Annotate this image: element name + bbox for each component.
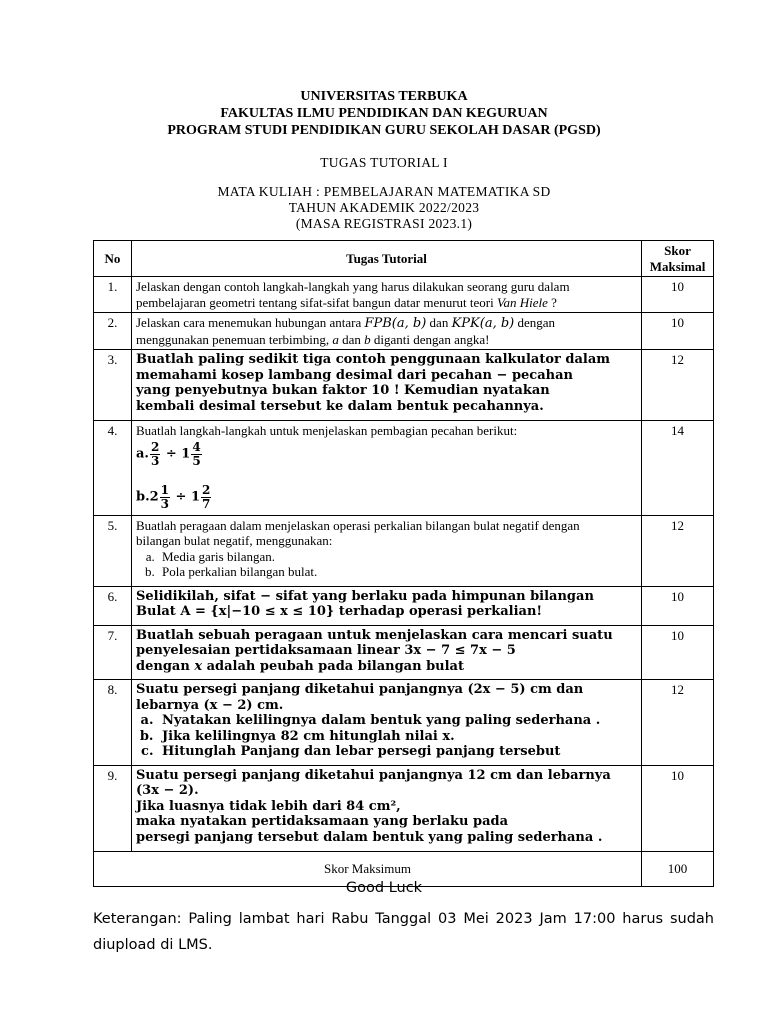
assignment-title: TUGAS TUTORIAL I: [320, 155, 448, 170]
division-operator: ÷: [171, 488, 191, 504]
row-number: 5.: [94, 515, 132, 586]
program-name: PROGRAM STUDI PENDIDIKAN GURU SEKOLAH DASAR (PGSD): [167, 123, 601, 138]
task-text: [132, 313, 642, 350]
task-line: kembali desimal tersebut ke dalam bentuk pecahannya.: [136, 398, 544, 414]
row-score: 10: [642, 765, 714, 852]
task-text-span: diganti dengan angka!: [370, 331, 490, 347]
registration-period: (MASA REGISTRASI 2023.1): [295, 216, 473, 231]
sub-list: [136, 549, 637, 580]
row-score: 10: [642, 625, 714, 680]
task-text-span: dengan: [136, 658, 195, 674]
row-number: 6.: [94, 586, 132, 625]
whole-number: 1: [190, 488, 201, 504]
table-header-row: [94, 241, 714, 277]
task-text-span: dan: [338, 331, 365, 347]
row-number: 4.: [94, 421, 132, 516]
table-row: [94, 515, 714, 586]
task-text: [132, 515, 642, 586]
list-item: b. Pola perkalian bilangan bulat.: [158, 564, 637, 580]
math-expression: KPK(a, b): [451, 316, 515, 331]
task-line: [136, 768, 637, 799]
row-number: 8.: [94, 680, 132, 766]
division-operator: ÷: [161, 445, 182, 461]
table-row: [94, 765, 714, 852]
task-text-span: penyelesaian pertidaksamaan linear: [136, 643, 405, 658]
task-line: memahami kosep lambang desimal dari pecahan − pecahan: [136, 367, 573, 383]
task-line: Selidikilah, sifat − sifat yang berlaku pada himpunan bilangan: [136, 588, 594, 604]
task-text: [132, 625, 642, 680]
task-text-span: pembelajaran geometri tentang sifat-sifat bangun datar menurut teori: [136, 294, 497, 310]
task-line: [136, 698, 637, 714]
task-line: [136, 643, 637, 659]
task-line: persegi panjang tersebut dalam bentuk yang paling sederhana .: [136, 829, 603, 845]
row-score: 12: [642, 680, 714, 766]
task-text-span: .: [194, 783, 199, 798]
row-score: 12: [642, 350, 714, 421]
list-item: b. Jika kelilingnya 82 cm hitunglah nilai x.: [158, 729, 637, 745]
task-text-span: .: [278, 697, 284, 713]
task-text-span: Bulat: [136, 604, 181, 619]
tasks-table: [93, 240, 714, 887]
task-text-span: lebarnya: [136, 697, 204, 713]
faculty-name: FAKULTAS ILMU PENDIDIKAN DAN KEGURUAN: [220, 106, 548, 121]
col-header-score-line1: Skor: [664, 243, 691, 258]
total-label: Skor Maksimum: [94, 852, 642, 887]
math-expression: 12 cm: [467, 767, 512, 783]
math-expression: A = {x|−10 ≤ x ≤ 10}: [180, 604, 335, 619]
task-text: [132, 586, 642, 625]
task-text-span: dan lebarnya: [511, 767, 611, 783]
col-header-score-line2: Maksimal: [649, 258, 706, 274]
submission-note: Keterangan: Paling lambat hari Rabu Tanggal 03 Mei 2023 Jam 17:00 harus sudah diupload di LMS.: [93, 911, 714, 953]
task-text-span: dan: [426, 315, 452, 330]
row-score: 10: [642, 586, 714, 625]
university-name: UNIVERSITAS TERBUKA: [300, 89, 468, 104]
task-line: maka nyatakan pertidaksamaan yang berlaku pada: [136, 814, 509, 829]
table-row: [94, 313, 714, 350]
row-score: 14: [642, 421, 714, 516]
division-a: [136, 441, 637, 468]
academic-year: TAHUN AKADEMIK 2022/2023: [288, 200, 480, 215]
theory-name: Van Hiele: [496, 294, 548, 310]
table-row: [94, 680, 714, 766]
whole-number: 2: [149, 488, 159, 504]
task-text-span: Jika luasnya tidak lebih dari: [136, 798, 347, 814]
col-header-no: No: [94, 241, 132, 277]
math-expression: (2x − 5) cm: [467, 682, 552, 697]
task-line: [136, 315, 637, 332]
task-line: [136, 295, 637, 311]
task-text: [132, 680, 642, 766]
fraction: [201, 484, 211, 511]
task-line: [136, 604, 637, 620]
task-line: Buatlah paling sedikit tiga contoh penggunaan kalkulator dalam: [136, 352, 611, 367]
math-variable: a: [332, 331, 339, 347]
fraction: [150, 441, 160, 468]
denominator: 3: [160, 496, 170, 511]
math-expression: (3x − 2): [136, 783, 195, 798]
item-label: a.: [136, 445, 149, 461]
task-line: [136, 799, 637, 815]
task-line: bilangan bulat negatif, menggunakan:: [136, 533, 333, 548]
task-text-span: Suatu persegi panjang diketahui panjangnya: [136, 682, 468, 697]
numerator: 1: [160, 482, 170, 497]
math-expression: (x − 2) cm: [203, 697, 279, 713]
institution-header: [0, 88, 768, 139]
denominator: 5: [192, 453, 201, 468]
task-line: Jelaskan dengan contoh langkah-langkah yang harus dilakukan seorang guru dalam: [136, 279, 570, 294]
math-expression: 84 cm²: [346, 798, 397, 814]
course-info: [0, 184, 768, 232]
row-number: 9.: [94, 765, 132, 852]
table-row: [94, 421, 714, 516]
list-item: c. Hitunglah Panjang dan lebar persegi panjang tersebut: [158, 744, 637, 760]
task-text-span: dan: [551, 682, 584, 697]
math-expression: FPB(a, b): [364, 316, 427, 331]
task-text-span: terhadap operasi perkalian!: [334, 604, 543, 619]
fraction: [191, 441, 201, 468]
item-label: b.: [136, 488, 150, 504]
task-text: [132, 765, 642, 852]
division-b: [136, 484, 637, 511]
task-line: Buatlah langkah-langkah untuk menjelaskan pembagian pecahan berikut:: [136, 423, 518, 438]
good-luck-text: Good Luck: [345, 880, 423, 896]
col-header-score: [642, 241, 714, 277]
sub-list: [136, 713, 637, 760]
task-text-span: Jelaskan cara menemukan hubungan antara: [136, 315, 365, 330]
task-line: [136, 332, 637, 348]
task-text-span: Suatu persegi panjang diketahui panjangnya: [136, 767, 468, 783]
fraction: [160, 484, 170, 511]
task-text: [132, 350, 642, 421]
numerator: 2: [150, 439, 160, 454]
row-number: 3.: [94, 350, 132, 421]
task-text-span: dengan: [514, 315, 556, 330]
table-row: [94, 277, 714, 313]
list-item: a. Media garis bilangan.: [158, 549, 637, 565]
table-row: [94, 625, 714, 680]
row-number: 7.: [94, 625, 132, 680]
numerator: 4: [192, 439, 201, 454]
row-score: 10: [642, 277, 714, 313]
numerator: 2: [202, 482, 211, 497]
table-row: [94, 586, 714, 625]
task-line: [136, 659, 637, 675]
math-variable: x: [194, 658, 203, 674]
task-text-span: ?: [547, 294, 557, 310]
total-value: 100: [642, 852, 714, 887]
row-number: 2.: [94, 313, 132, 350]
task-line: [136, 682, 637, 698]
col-header-task: Tugas Tutorial: [132, 241, 642, 277]
task-text-span: ,: [396, 798, 401, 814]
row-score: 10: [642, 313, 714, 350]
task-line: yang penyebutnya bukan faktor 10 ! Kemudian nyatakan: [136, 383, 550, 398]
task-text: [132, 421, 642, 516]
math-variable: b: [364, 331, 371, 347]
math-expression: 3x − 7 ≤ 7x − 5: [404, 643, 516, 658]
denominator: 7: [202, 496, 211, 511]
task-line: Buatlah peragaan dalam menjelaskan operasi perkalian bilangan bulat negatif dengan: [136, 517, 580, 533]
row-score: 12: [642, 515, 714, 586]
row-number: 1.: [94, 277, 132, 313]
table-row: [94, 350, 714, 421]
task-line: Buatlah sebuah peragaan untuk menjelaskan cara mencari suatu: [136, 627, 613, 643]
course-name: MATA KULIAH : PEMBELAJARAN MATEMATIKA SD: [217, 184, 551, 199]
task-text-span: menggunakan penemuan terbimbing,: [136, 331, 333, 347]
denominator: 3: [150, 453, 160, 468]
list-item: a. Nyatakan kelilingnya dalam bentuk yang paling sederhana .: [158, 713, 637, 729]
task-text-span: adalah peubah pada bilangan bulat: [202, 658, 464, 674]
task-text: [132, 277, 642, 313]
whole-number: 1: [181, 445, 191, 461]
